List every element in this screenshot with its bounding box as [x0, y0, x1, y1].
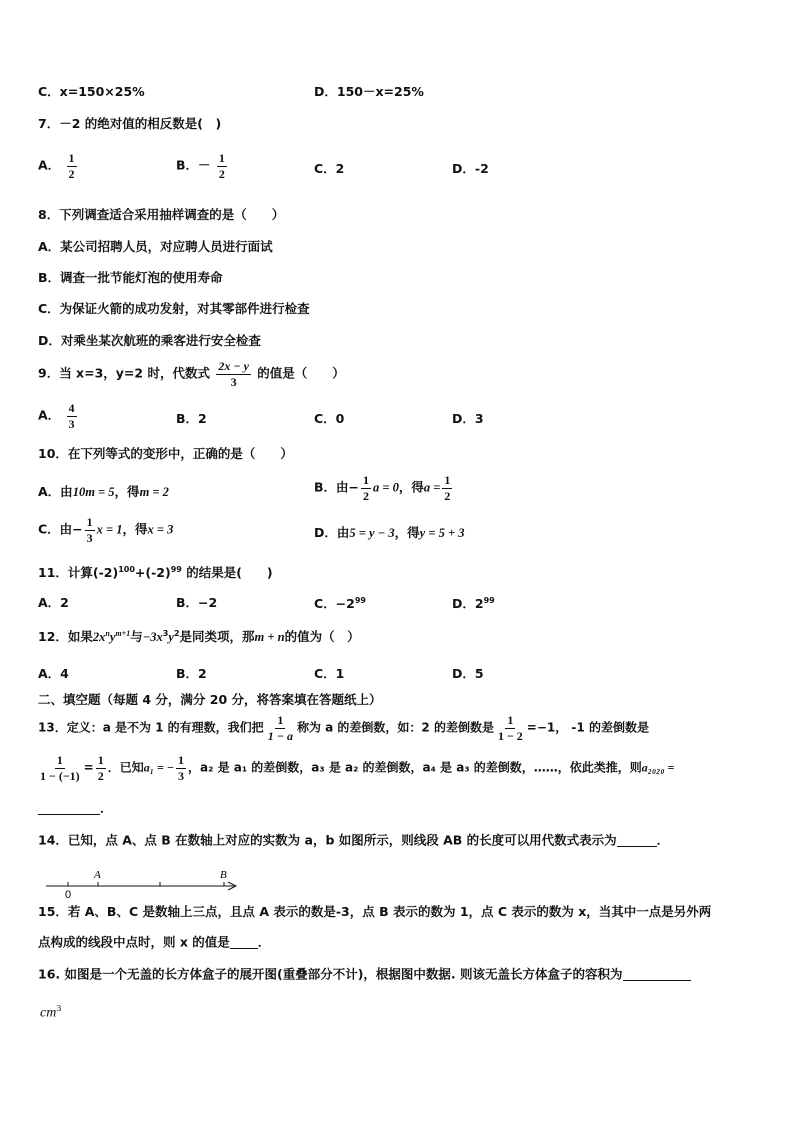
- q10-d-mid: ，得: [394, 525, 420, 540]
- q11-exp2: 99: [170, 565, 182, 574]
- frac-num: 4: [68, 401, 75, 415]
- q13-eq: =: [83, 760, 94, 775]
- q9-option-c: C．0: [314, 411, 345, 426]
- answer-blank[interactable]: [230, 936, 258, 949]
- q7-b-fraction: [217, 152, 227, 180]
- q14-end: ．: [656, 832, 670, 848]
- frac-den: 2: [68, 166, 75, 181]
- number-line-svg: [38, 864, 248, 900]
- q14-stem-text: 14．已知，点 A、点 B 在数轴上对应的实数为 a，b 如图所示，则线段 AB 的长度可以用代数式表示为: [38, 832, 617, 848]
- q12-post: 是同类项，那: [179, 629, 255, 645]
- q12-term1b: y: [109, 630, 116, 645]
- q13-l1-post: =−1， -1 的差倒数是: [526, 720, 649, 735]
- q12-term1: 2x: [92, 630, 106, 645]
- q9-a-fraction: [67, 402, 77, 430]
- frac-num: 1: [363, 473, 370, 487]
- q12-mid: 与: [130, 629, 143, 645]
- q13-frac-half: [96, 754, 106, 782]
- q12-option-a: A．4: [38, 666, 69, 681]
- q10-b-eq: a = 0: [373, 480, 399, 495]
- q12-option-b: B．2: [176, 666, 207, 681]
- q16-unit: [40, 1005, 61, 1021]
- section-heading: 二、填空题（每题 4 分，满分 20 分，将答案填在答题纸上）: [38, 692, 382, 707]
- q9-option-d: D．3: [452, 411, 484, 426]
- q11-c-exp: 99: [354, 596, 366, 605]
- q11-option-c: [314, 597, 366, 611]
- q7-option-b: [176, 152, 229, 180]
- q10-option-d: [314, 527, 464, 540]
- q13-frac-example: [496, 714, 525, 742]
- question-11-stem: [38, 566, 273, 580]
- q10-d-res: y = 5 + 3: [419, 526, 465, 540]
- frac-num: 1: [178, 753, 185, 767]
- frac-num: 1: [277, 713, 284, 727]
- question-10-stem: 10．在下列等式的变形中，正确的是（ ）: [38, 446, 293, 461]
- frac-den: 2: [444, 488, 451, 503]
- q9-option-a: [38, 402, 79, 430]
- question-14-stem: [38, 834, 669, 847]
- q10-a-eq: 10m = 5: [72, 485, 115, 499]
- q10-a-pre: A．由: [38, 484, 73, 499]
- q10-option-a: [38, 486, 169, 499]
- q10-c-pre: C．由−: [38, 521, 83, 537]
- q11-mid: +(-2): [134, 565, 171, 581]
- frac-num: 1: [68, 151, 75, 165]
- label-a: A: [94, 869, 101, 881]
- q11-option-a: A．2: [38, 595, 69, 610]
- q12-term2b: y: [168, 630, 174, 645]
- question-13-line-2: [38, 754, 674, 782]
- q13-frac-definition: [266, 714, 295, 742]
- q13-l1-mid: 称为 a 的差倒数，如：2 的差倒数是: [296, 720, 494, 735]
- option-c-prev: C．x=150×25%: [38, 84, 145, 99]
- q13-l2-a: ．已知: [107, 760, 144, 775]
- q13-a2020: a₂₀₂₀ =: [641, 760, 675, 775]
- question-12-stem: [38, 630, 360, 644]
- q11-d-exp: 99: [483, 596, 495, 605]
- frac-num: 1: [97, 753, 104, 767]
- q10-c-fraction: [85, 516, 95, 544]
- frac-num: 1: [444, 473, 451, 487]
- frac-den: 3: [178, 768, 185, 783]
- frac-num: 2x − y: [218, 359, 249, 373]
- q12-t1eb: m+1: [115, 629, 131, 638]
- q16-text: 16. 如图是一个无盖的长方体盒子的展开图(重叠部分不计)，根据图中数据. 则该无盖长方体盒子的容积为: [38, 966, 623, 982]
- option-d-prev: D．150－x=25%: [314, 84, 424, 99]
- q10-a-res: m = 2: [139, 485, 169, 499]
- q12-expr: m + n: [254, 630, 285, 645]
- q12-t2e: 3: [162, 629, 169, 638]
- q11-option-d: [452, 597, 495, 611]
- q13-l2-b: ，a₂ 是 a₁ 的差倒数，a₃ 是 a₂ 的差倒数，a₄ 是 a₃ 的差倒数，……，依此类推，则: [188, 760, 642, 775]
- q8-option-a: A．某公司招聘人员，对应聘人员进行面试: [38, 239, 273, 254]
- q10-d-eq: 5 = y − 3: [349, 526, 395, 540]
- q10-a-mid: ，得: [114, 484, 140, 499]
- q11-pre: 11．计算(-2): [38, 565, 119, 581]
- frac-num: 1: [218, 151, 225, 165]
- q10-c-mid: ，得: [122, 521, 148, 537]
- q12-pre: 12．如果: [38, 629, 93, 645]
- q12-option-d: D．5: [452, 666, 484, 681]
- q12-post2: 的值为（ ）: [284, 629, 360, 645]
- number-line-figure: [38, 864, 248, 900]
- q11-option-b: B．−2: [176, 595, 218, 610]
- q11-exp1: 100: [118, 565, 135, 574]
- q10-b-mid: ，得: [398, 479, 424, 495]
- q11-post: 的结果是( ): [181, 565, 273, 581]
- q11-d-base: D．2: [452, 596, 484, 612]
- frac-num: 1: [56, 753, 63, 767]
- frac-den: 2: [218, 166, 225, 181]
- q12-term2: −3x: [142, 630, 163, 645]
- frac-den: 3: [230, 374, 237, 389]
- q10-b-res: a =: [423, 480, 441, 495]
- q7-a-fraction: [67, 152, 77, 180]
- q7-a-label: A．: [38, 157, 61, 173]
- unit-cm: cm: [40, 1005, 57, 1021]
- frac-den: 1 − a: [267, 728, 293, 743]
- frac-den: 3: [86, 530, 93, 545]
- q10-c-eq: x = 1: [96, 522, 123, 537]
- q11-c-base: C．−2: [314, 596, 355, 612]
- q10-b-pre: B．由−: [314, 479, 360, 495]
- q13-l1-pre: 13．定义：a 是不为 1 的有理数，我们把: [38, 720, 264, 735]
- label-zero: 0: [65, 889, 72, 900]
- question-9-stem: [38, 360, 345, 388]
- question-13-line-1: [38, 714, 649, 742]
- q13-end: ．: [100, 800, 113, 816]
- frac-den: 3: [68, 416, 75, 431]
- answer-blank[interactable]: [38, 802, 100, 815]
- question-8-stem: 8．下列调查适合采用抽样调查的是（ ）: [38, 207, 285, 222]
- q12-t1e: n: [105, 629, 110, 638]
- frac-den: 2: [97, 768, 104, 783]
- q10-option-c: [38, 516, 173, 544]
- q13-a1: a₁ = −: [143, 760, 175, 775]
- q10-c-res: x = 3: [147, 522, 174, 537]
- q9-expression-fraction: [216, 360, 251, 388]
- q12-t2eb: 2: [173, 629, 180, 638]
- q13-frac-third: [176, 754, 186, 782]
- q10-b-result-fraction: [442, 474, 452, 502]
- q15-l2-text: 点构成的线段中点时，则 x 的值是: [38, 934, 230, 950]
- q7-option-d: D．-2: [452, 161, 489, 176]
- question-7-stem: 7．－2 的绝对值的相反数是( ): [38, 116, 222, 131]
- q9-a-label: A．: [38, 407, 61, 423]
- frac-den: 1 − 2: [497, 728, 523, 743]
- frac-num: 1: [507, 713, 514, 727]
- frac-num: 1: [86, 515, 93, 529]
- answer-blank[interactable]: [617, 834, 657, 847]
- q15-end: ．: [257, 934, 271, 950]
- q12-option-c: C．1: [314, 666, 345, 681]
- question-16-stem: [38, 968, 691, 981]
- q10-d-pre: D．由: [314, 525, 350, 540]
- q8-option-b: B．调查一批节能灯泡的使用寿命: [38, 270, 223, 285]
- q7-option-a: [38, 152, 79, 180]
- question-15-line-1: 15．若 A、B、C 是数轴上三点，且点 A 表示的数是-3，点 B 表示的数为 1，点 C 表示的数为 x，当其中一点是另外两: [38, 904, 712, 919]
- q10-b-fraction: [361, 474, 371, 502]
- frac-den: 2: [363, 488, 370, 503]
- q9-stem-pre: 9．当 x=3，y=2 时，代数式: [38, 365, 210, 381]
- frac-den: 1 − (−1): [40, 768, 80, 783]
- question-15-line-2: [38, 936, 270, 949]
- unit-exp: 3: [56, 1004, 62, 1013]
- q9-stem-post: 的值是（ ）: [257, 365, 345, 381]
- q10-option-b: [314, 474, 454, 502]
- q8-option-d: D．对乘坐某次航班的乘客进行安全检查: [38, 333, 261, 348]
- answer-blank[interactable]: [623, 968, 691, 981]
- q13-frac-neg1: [38, 754, 82, 782]
- q8-option-c: C．为保证火箭的成功发射，对其零部件进行检查: [38, 301, 310, 316]
- q7-b-label: B．－: [176, 157, 211, 173]
- label-b: B: [220, 869, 227, 881]
- question-13-line-3: [38, 802, 113, 815]
- q7-option-c: C．2: [314, 161, 345, 176]
- q9-option-b: B．2: [176, 411, 207, 426]
